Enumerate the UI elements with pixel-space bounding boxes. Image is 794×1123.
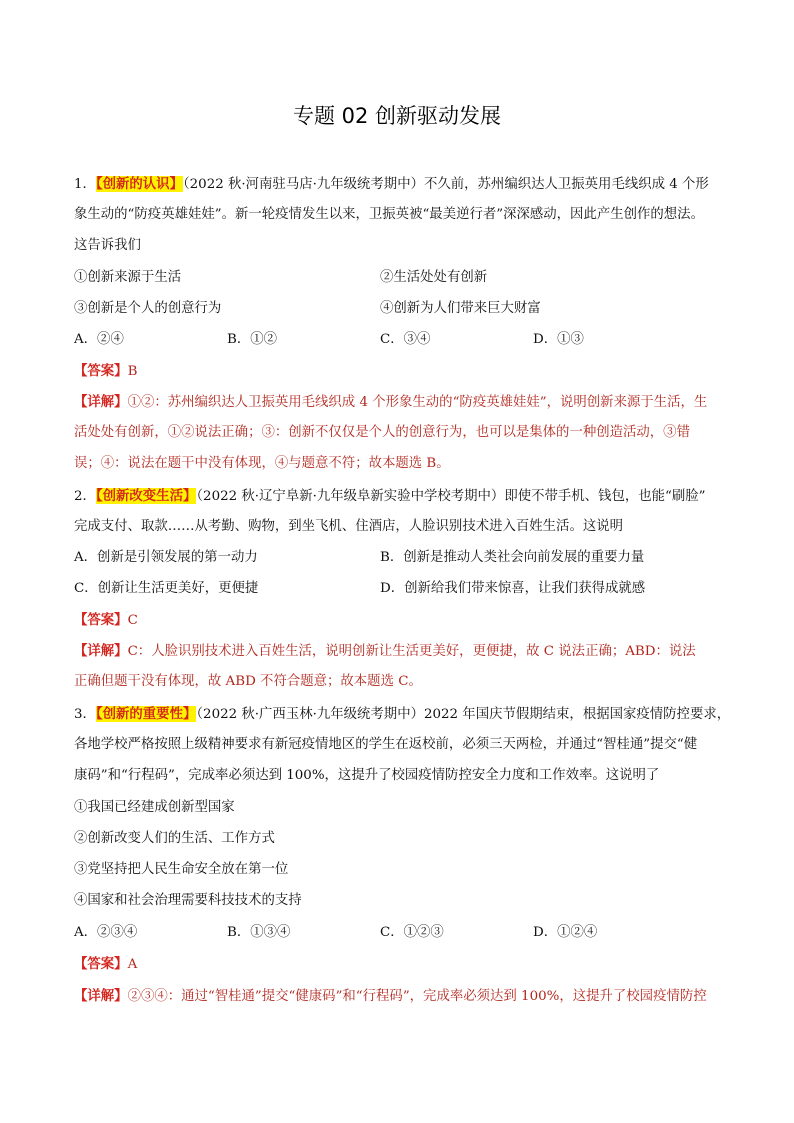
- q1-number: 1．: [74, 177, 96, 192]
- q3-answer: [74, 955, 137, 974]
- q3-source: （2022 秋·广西玉林·九年级统考期中）2022 年国庆节假期结束，根据国家疫情防控要求，: [196, 707, 731, 722]
- q2-option-c: C．创新让生活更美好，更便捷: [74, 581, 259, 596]
- q3-statement-2: ②创新改变人们的生活、工作方式: [74, 831, 275, 846]
- q2-source: （2022 秋·辽宁阜新·九年级阜新实验中学校考期中）即使不带手机、钱包，也能“刷脸”: [196, 489, 706, 504]
- q2-detail-label: 【详解】: [74, 643, 128, 659]
- q2-answer: [74, 611, 138, 630]
- q1-option-a: A．②④: [74, 332, 124, 347]
- q3-answer-value: A: [127, 957, 138, 972]
- q3-topic-tag: 【创新的重要性】: [95, 706, 197, 722]
- q1-statement-3: ③创新是个人的创意行为: [74, 301, 222, 316]
- q1-detail-label: 【详解】: [74, 394, 128, 410]
- q2-answer-label: 【答案】: [74, 612, 128, 628]
- q1-detail-line-2: 活处处有创新，①②说法正确；③：创新不仅仅是个人的创意行为，也可以是集体的一种创造活动，③错: [74, 425, 690, 440]
- q2-detail-line-2: 正确但题干没有体现，故 ABD 不符合题意；故本题选 C。: [74, 674, 422, 689]
- q3-option-b: B．①③④: [227, 925, 291, 940]
- q3-stem-line-1: [74, 705, 730, 724]
- q1-answer: [74, 362, 137, 381]
- q1-source: （2022 秋·河南驻马店·九年级统考期中）不久前，苏州编织达人卫振英用毛线织成 4 个形: [182, 177, 709, 192]
- q1-option-d: D．①③: [533, 332, 584, 347]
- q3-statement-1: ①我国已经建成创新型国家: [74, 800, 235, 815]
- q1-detail-line-3: 误；④：说法在题干中没有体现，④与题意不符；故本题选 B。: [74, 456, 450, 471]
- q1-statement-1: ①创新来源于生活: [74, 270, 182, 285]
- q1-detail-line-1: 【详解】①②：苏州编织达人卫振英用毛线织成 4 个形象生动的“防疫英雄娃娃”，说明创新来源于生活，生: [74, 394, 708, 410]
- q2-option-a: A．创新是引领发展的第一动力: [74, 550, 258, 565]
- q1-statement-2: ②生活处处有创新: [380, 270, 488, 285]
- q3-number: 3．: [74, 707, 96, 722]
- q1-answer-label: 【答案】: [74, 363, 128, 379]
- q2-option-d: D．创新给我们带来惊喜，让我们获得成就感: [380, 581, 646, 596]
- q2-number: 2．: [74, 489, 96, 504]
- q3-detail-line-1: 【详解】②③④：通过“智桂通”提交“健康码”和“行程码”，完成率必须达到 100%，这提升了校园疫情防控: [74, 988, 707, 1004]
- q2-topic-tag: 【创新改变生活】: [95, 488, 197, 504]
- q3-option-a: A．②③④: [74, 925, 138, 940]
- q1-statement-4: ④创新为人们带来巨大财富: [380, 301, 541, 316]
- q3-answer-label: 【答案】: [74, 956, 128, 972]
- q1-stem-line-1: [74, 175, 709, 194]
- q1-option-b: B．①②: [227, 332, 278, 347]
- q3-statement-3: ③党坚持把人民生命安全放在第一位: [74, 862, 289, 877]
- q1-stem-line-3: 这告诉我们: [74, 238, 141, 253]
- q3-option-c: C．①②③: [380, 925, 444, 940]
- q1-option-c: C．③④: [380, 332, 431, 347]
- q2-option-b: B．创新是推动人类社会向前发展的重要力量: [380, 550, 645, 565]
- q1-topic-tag: 【创新的认识】: [95, 176, 183, 192]
- q1-stem-line-2: 象生动的“防疫英雄娃娃”。新一轮疫情发生以来，卫振英被“最美逆行者”深深感动，因此产生创作的想法。: [74, 207, 704, 222]
- q2-stem-line-1: [74, 487, 705, 506]
- page-title: 专题 02 创新驱动发展: [292, 104, 502, 128]
- q2-stem-line-2: 完成支付、取款……从考勤、购物，到坐飞机、住酒店，人脸识别技术进入百姓生活。这说明: [74, 519, 624, 534]
- q2-detail-line-1: 【详解】C：人脸识别技术进入百姓生活，说明创新让生活更美好，更便捷，故 C 说法正确；ABD：说法: [74, 643, 696, 659]
- q1-answer-value: B: [127, 364, 138, 379]
- q3-statement-4: ④国家和社会治理需要科技技术的支持: [74, 893, 302, 908]
- q2-answer-value: C: [127, 613, 138, 628]
- q3-stem-line-3: 康码”和“行程码”，完成率必须达到 100%，这提升了校园疫情防控安全力度和工作效率。这说明了: [74, 768, 660, 783]
- q3-stem-line-2: 各地学校严格按照上级精神要求有新冠疫情地区的学生在返校前，必须三天两检，并通过“智桂通”提交“健: [74, 737, 698, 752]
- q3-option-d: D．①②④: [533, 925, 598, 940]
- q3-detail-label: 【详解】: [74, 988, 128, 1004]
